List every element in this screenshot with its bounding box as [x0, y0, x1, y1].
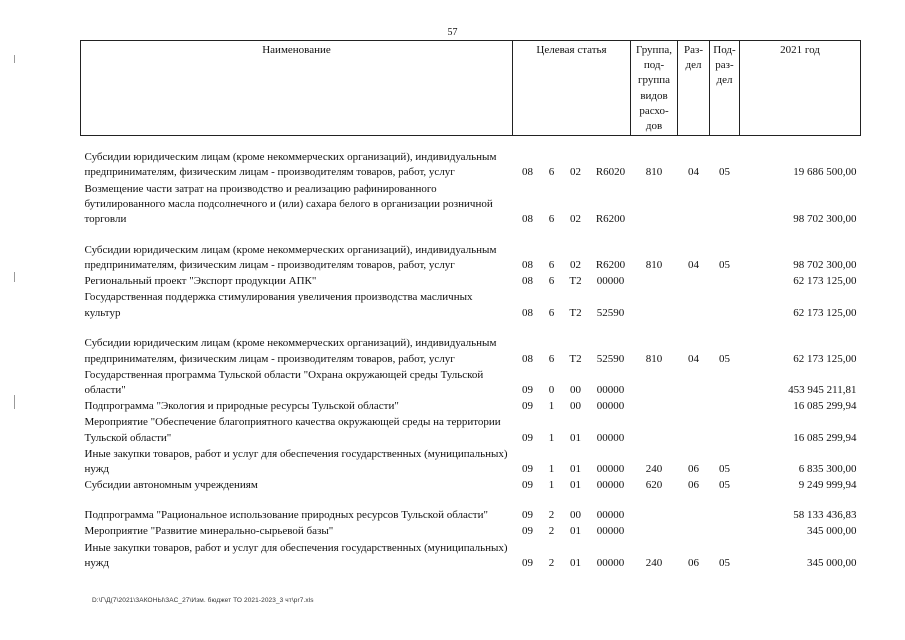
table-row: [81, 322, 861, 368]
row-section: [678, 524, 710, 540]
row-amount-2021: 62 173 125,00: [793, 352, 857, 365]
row-expense-group: [631, 399, 678, 415]
row-code-event: 01: [570, 462, 581, 475]
row-expense-group: [631, 274, 678, 290]
row-subsection: 05: [719, 352, 730, 365]
row-name: Иные закупки товаров, работ и услуг для обеспечения государственных (муниципальных) нужд: [84, 447, 508, 475]
table-row: [81, 478, 861, 494]
row-code-subprogram: 6: [548, 275, 555, 288]
row-expense-group: 810: [645, 258, 663, 271]
row-code-program: 09: [522, 400, 533, 413]
table-row: [81, 290, 861, 321]
row-amount-2021: 6 835 300,00: [798, 462, 857, 475]
row-name: Государственная программа Тульской области "Охрана окружающей среды Тульской области": [84, 368, 484, 396]
row-amount-2021: 9 249 999,94: [798, 479, 857, 492]
margin-mark: [14, 272, 15, 282]
row-subsection: 05: [719, 258, 730, 271]
row-code-subprogram: 1: [548, 400, 555, 413]
row-subsection: [710, 415, 740, 446]
table-row: [81, 494, 861, 524]
row-code-direction: 00000: [596, 556, 625, 569]
table-row: [81, 447, 861, 478]
row-code-direction: 00000: [596, 400, 625, 413]
row-code-direction: 00000: [596, 479, 625, 492]
row-code-direction: 00000: [596, 431, 625, 444]
row-subsection: [710, 494, 740, 524]
row-name: Возмещение части затрат на производство и реализацию рафинированного бутилированного масла подсолнечного и (или) сахара белого в организации розничной торговли: [84, 182, 493, 225]
row-code-direction: 00000: [596, 509, 625, 522]
table-header: [81, 41, 861, 136]
row-section: 06: [688, 479, 699, 492]
row-amount-2021: 19 686 500,00: [793, 166, 857, 179]
table-row: [81, 415, 861, 446]
row-code-subprogram: 1: [548, 431, 555, 444]
margin-mark: [14, 55, 15, 63]
row-code-event: T2: [569, 352, 582, 365]
row-code-event: 02: [570, 166, 581, 179]
row-name: Мероприятие "Обеспечение благоприятного качества окружающей среды на территории Тульской области": [84, 416, 501, 444]
row-subsection: 05: [719, 462, 730, 475]
row-expense-group: 810: [645, 166, 663, 179]
row-section: [678, 368, 710, 399]
row-code-event: 02: [570, 212, 581, 225]
table-row: [81, 524, 861, 540]
page-number: 57: [447, 27, 458, 38]
table-row: [81, 228, 861, 274]
row-name: Субсидии автономным учреждениям: [84, 479, 258, 492]
row-amount-2021: 345 000,00: [807, 525, 857, 538]
row-code-direction: 00000: [596, 275, 625, 288]
row-code-event: 01: [570, 556, 581, 569]
footer-file-path: D:\Г\Д(7\2021\ЗАКОНЫ\ЗАС_27\Изм. бюджет ТО 2021-2023_3 чт\pr7.xls: [92, 597, 314, 604]
row-code-subprogram: 1: [548, 462, 555, 475]
row-name: Субсидии юридическим лицам (кроме некоммерческих организаций), индивидуальным предпринимателям, физическим лицам - производителям товаров, работ, услуг: [84, 243, 497, 271]
row-subsection: [710, 368, 740, 399]
row-name: Субсидии юридическим лицам (кроме некоммерческих организаций), индивидуальным предпринимателям, физическим лицам - производителям товаров, работ, услуг: [84, 337, 497, 365]
row-expense-group: [631, 182, 678, 229]
row-code-direction: R6200: [595, 212, 626, 225]
row-code-program: 08: [522, 306, 533, 319]
row-code-event: T2: [569, 275, 582, 288]
row-code-program: 08: [522, 258, 533, 271]
table-row: [81, 136, 861, 182]
row-expense-group: [631, 494, 678, 524]
row-name: Субсидии юридическим лицам (кроме некоммерческих организаций), индивидуальным предпринимателям, физическим лицам - производителям товаров, работ, услуг: [84, 151, 497, 179]
row-code-event: 00: [570, 509, 581, 522]
row-name: Иные закупки товаров, работ и услуг для обеспечения государственных (муниципальных) нужд: [84, 541, 508, 569]
row-expense-group: 810: [645, 352, 663, 365]
row-code-program: 09: [522, 479, 533, 492]
row-code-direction: 00000: [596, 462, 625, 475]
row-code-direction: R6020: [595, 166, 626, 179]
table-row: [81, 541, 861, 572]
row-section: 06: [688, 556, 699, 569]
row-section: [678, 415, 710, 446]
row-amount-2021: 98 702 300,00: [793, 212, 857, 225]
row-expense-group: 240: [645, 556, 663, 569]
row-amount-2021: 345 000,00: [807, 556, 857, 569]
header-subsection: Под-раз-дел: [710, 41, 740, 136]
row-name: Государственная поддержка стимулирования увеличения производства масличных культур: [84, 291, 473, 319]
row-subsection: [710, 274, 740, 290]
header-section: Раз-дел: [678, 41, 710, 136]
row-section: [678, 290, 710, 321]
row-code-event: T2: [569, 306, 582, 319]
row-subsection: 05: [719, 556, 730, 569]
table-row: [81, 274, 861, 290]
row-expense-group: [631, 524, 678, 540]
row-code-program: 09: [522, 383, 533, 396]
row-name: Подпрограмма "Экология и природные ресурсы Тульской области": [84, 400, 399, 413]
row-code-subprogram: 6: [548, 258, 555, 271]
row-code-direction: 52590: [596, 306, 625, 319]
row-section: [678, 182, 710, 229]
table-body: [81, 136, 861, 572]
row-code-program: 09: [522, 431, 533, 444]
row-subsection: 05: [719, 479, 730, 492]
row-amount-2021: 62 173 125,00: [793, 275, 857, 288]
row-code-program: 08: [522, 352, 533, 365]
row-section: [678, 399, 710, 415]
row-code-event: 01: [570, 479, 581, 492]
row-code-event: 02: [570, 258, 581, 271]
row-subsection: [710, 399, 740, 415]
row-code-subprogram: 6: [548, 352, 555, 365]
row-section: 04: [688, 166, 699, 179]
row-code-direction: 00000: [596, 525, 625, 538]
row-section: [678, 274, 710, 290]
row-code-subprogram: 2: [548, 525, 555, 538]
row-code-subprogram: 1: [548, 479, 555, 492]
table-row: [81, 368, 861, 399]
row-subsection: [710, 182, 740, 229]
row-amount-2021: 62 173 125,00: [793, 306, 857, 319]
row-code-subprogram: 6: [548, 306, 555, 319]
row-code-program: 08: [522, 212, 533, 225]
row-subsection: [710, 524, 740, 540]
row-section: 04: [688, 258, 699, 271]
row-name: Подпрограмма "Рациональное использование природных ресурсов Тульской области": [84, 509, 488, 522]
header-group: Группа, под-группа видов расхо-дов: [631, 41, 678, 136]
row-code-program: 09: [522, 462, 533, 475]
row-code-event: 01: [570, 525, 581, 538]
row-subsection: 05: [719, 166, 730, 179]
row-amount-2021: 453 945 211,81: [788, 383, 857, 396]
row-name: Мероприятие "Развитие минерально-сырьевой базы": [84, 525, 334, 538]
row-code-subprogram: 6: [548, 166, 555, 179]
row-code-direction: 52590: [596, 352, 625, 365]
row-section: [678, 494, 710, 524]
row-code-subprogram: 6: [548, 212, 555, 225]
row-amount-2021: 98 702 300,00: [793, 258, 857, 271]
row-subsection: [710, 290, 740, 321]
margin-mark: [14, 395, 15, 409]
row-code-direction: 00000: [596, 383, 625, 396]
row-expense-group: [631, 368, 678, 399]
row-amount-2021: 16 085 299,94: [793, 431, 857, 444]
row-code-event: 01: [570, 431, 581, 444]
row-code-subprogram: 2: [548, 509, 555, 522]
row-section: 06: [688, 462, 699, 475]
row-section: 04: [688, 352, 699, 365]
row-code-subprogram: 2: [548, 556, 555, 569]
header-year: 2021 год: [740, 41, 861, 136]
row-expense-group: [631, 415, 678, 446]
header-target-article: Целевая статья: [513, 41, 631, 136]
row-code-subprogram: 0: [548, 383, 555, 396]
row-code-program: 09: [522, 525, 533, 538]
table-row: [81, 182, 861, 229]
row-expense-group: 240: [645, 462, 663, 475]
row-amount-2021: 58 133 436,83: [793, 509, 857, 522]
row-code-event: 00: [570, 400, 581, 413]
row-expense-group: 620: [645, 479, 663, 492]
row-amount-2021: 16 085 299,94: [793, 400, 857, 413]
row-code-program: 08: [522, 166, 533, 179]
row-code-program: 08: [522, 275, 533, 288]
budget-table: [80, 40, 861, 572]
row-code-program: 09: [522, 556, 533, 569]
row-expense-group: [631, 290, 678, 321]
header-name: Наименование: [81, 41, 513, 136]
row-code-program: 09: [522, 509, 533, 522]
table-row: [81, 399, 861, 415]
row-name: Региональный проект "Экспорт продукции АПК": [84, 275, 317, 288]
row-code-direction: R6200: [595, 258, 626, 271]
row-code-event: 00: [570, 383, 581, 396]
